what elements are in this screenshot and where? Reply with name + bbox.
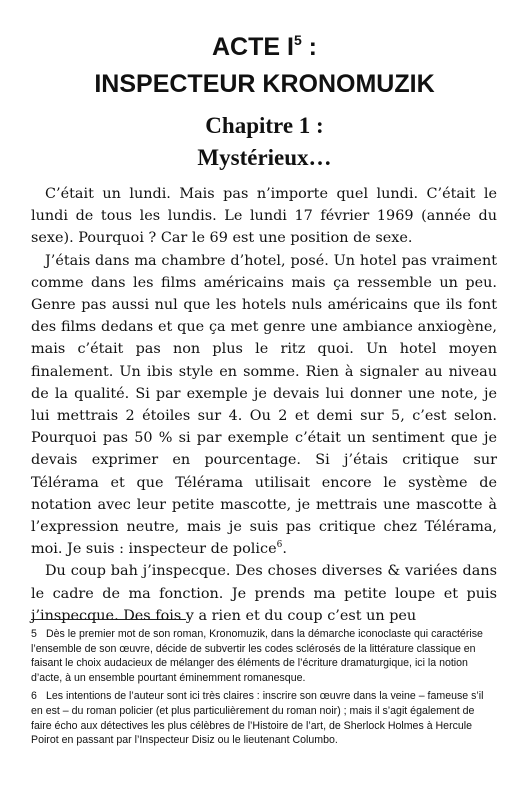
paragraph-3: Du coup bah j’inspecque. Des choses diverses & variées dans le cadre de ma fonction. Je prends ma petite loupe et puis j’inspecque. Des fois y a rien et du coup c’est un peu bbox=[31, 563, 497, 624]
footnote-text: Dès le premier mot de son roman, Kronomuzik, dans la démarche iconoclaste qui caractérise l’ensemble de son œuvre, décide de subvertir les codes sclérosés de la littérature classique en faisant le choix audacieux de mélanger des éléments de l’écriture dramaturgique, ici la notion d’acte, à un ensemble pourtant éminemment romanesque. bbox=[31, 628, 483, 684]
footnote-ref-5: 5 bbox=[293, 32, 302, 48]
act-heading bbox=[0, 32, 529, 62]
paragraph-1: C’était un lundi. Mais pas n’importe quel lundi. C’était le lundi de tous les lundis. Le lundi 17 février 1969 (année du sexe). Pourquoi ? Car le 69 est une position de sexe. bbox=[31, 186, 497, 247]
chapter-heading: Chapitre 1 : bbox=[205, 113, 324, 138]
paragraph-2-text: J’étais dans ma chambre d’hotel, posé. Un hotel pas vraiment comme dans les films américains mais ça ressemble un peu. Genre pas aussi nul que les hotels nuls américains que ils font des films dedans et que ça met genre une ambiance anxiogène, mais c’était pas non plus le ritz quoi. Un hotel moyen finalement. Un ibis style en somme. Rien à signaler au niveau de la qualité. Si par exemple je devais lui donner une note, je lui mettrais 2 étoiles sur 4. Ou 2 et demi sur 5, c’est selon. Pourquoi pas 50 % si par exemple c’était un sentiment que je devais exprimer en pourcentage. Si j’étais critique sur Télérama et que Télérama utilisait encore le système de notation avec leur petite mascotte, je mettrais une mascotte à l’expression neutre, mais je suis pas critique chez Télérama, moi. Je suis : inspecteur de police bbox=[31, 252, 497, 558]
footnote-5 bbox=[31, 627, 497, 685]
paragraph-2 bbox=[31, 250, 497, 561]
footnote-number: 6 bbox=[31, 690, 37, 703]
footnote-divider bbox=[31, 619, 186, 620]
footnote-text: Les intentions de l’auteur sont ici très claires : inscrire son œuvre dans la veine – fameuse s’il en est – du roman policier (et plus particulièrement du roman noir) ; mais il s’agit également de faire écho aux détectives les plus célèbres de l’Histoire de l’art, de Sherlock Holmes à Hercule Poirot en passant par l’Inspecteur Disiz ou le lieutenant Columbo. bbox=[31, 690, 484, 747]
act-subheading: INSPECTEUR KRONOMUZIK bbox=[94, 70, 435, 98]
paragraph-2-end: . bbox=[282, 541, 287, 558]
act-heading-text: ACTE I bbox=[211, 33, 294, 61]
act-heading-colon: : bbox=[301, 33, 318, 61]
chapter-subheading: Mystérieux… bbox=[197, 145, 332, 170]
footnote-6 bbox=[31, 689, 497, 747]
footnote-ref-6: 6 bbox=[276, 540, 283, 551]
body-text bbox=[31, 183, 497, 627]
footnote-number: 5 bbox=[31, 628, 37, 640]
footnotes bbox=[31, 627, 497, 752]
